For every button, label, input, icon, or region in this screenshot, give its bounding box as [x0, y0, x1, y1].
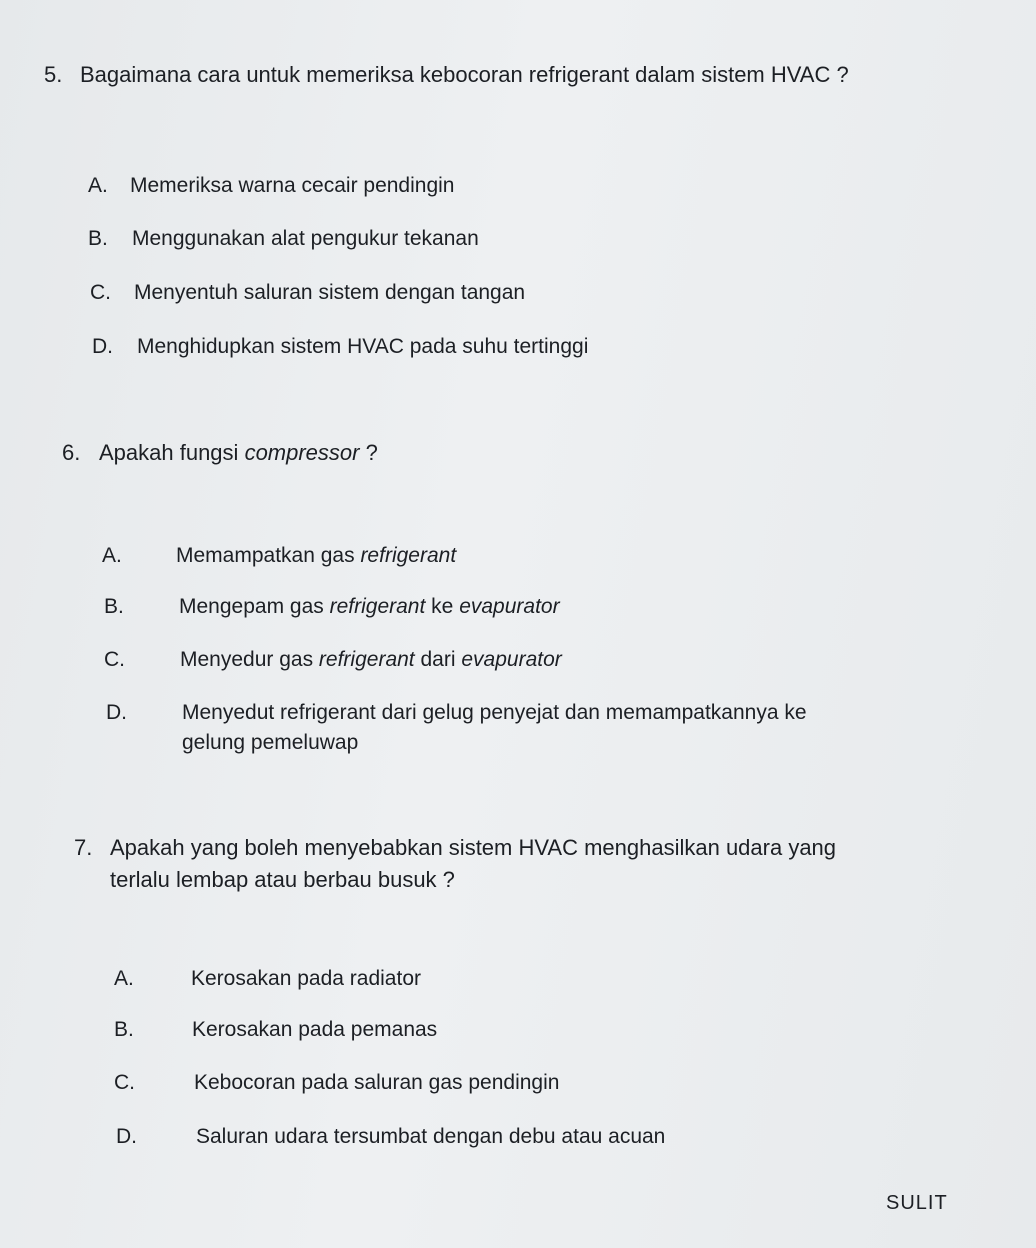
option-letter: A.: [102, 544, 122, 567]
option-text-part: Mengepam gas: [179, 595, 324, 618]
option-text: Kebocoran pada saluran gas pendingin: [194, 1071, 560, 1094]
option-text: Menghidupkan sistem HVAC pada suhu tertinggi: [137, 335, 589, 358]
option-text-line-2: gelung pemeluwap: [182, 731, 359, 754]
question-number: 7.: [74, 835, 93, 860]
option-letter: B.: [104, 595, 124, 618]
option-text-italic: evapurator: [459, 595, 560, 618]
footer-sulit: SULIT: [886, 1192, 948, 1214]
option-text: Saluran udara tersumbat dengan debu atau acuan: [196, 1125, 666, 1148]
option-text: [179, 592, 560, 622]
option-text-part: ke: [431, 595, 454, 618]
option-letter: D.: [106, 701, 127, 724]
option-text: [180, 645, 562, 675]
option-text: Memeriksa warna cecair pendingin: [130, 174, 455, 197]
question-number: 5.: [44, 62, 63, 87]
option-letter: B.: [114, 1018, 134, 1041]
option-text: Kerosakan pada radiator: [191, 967, 421, 990]
question-text: [99, 437, 378, 469]
option-text: [176, 541, 456, 571]
option-text-italic: evapurator: [461, 648, 562, 671]
question-text-line-2: terlalu lembap atau berbau busuk ?: [110, 867, 455, 892]
option-letter: C.: [90, 281, 111, 304]
question-text-italic: compressor: [244, 440, 360, 465]
option-letter: C.: [104, 648, 125, 671]
option-text: Menggunakan alat pengukur tekanan: [132, 227, 479, 250]
question-number: 6.: [62, 440, 81, 465]
option-letter: D.: [116, 1125, 137, 1148]
question-text-prefix: Apakah fungsi: [99, 440, 239, 465]
option-text-italic: refrigerant: [360, 544, 457, 567]
option-text: Kerosakan pada pemanas: [192, 1018, 438, 1041]
option-text-part: Menyedur gas: [180, 648, 314, 671]
option-letter: C.: [114, 1071, 135, 1094]
option-text-italic: refrigerant: [318, 648, 415, 671]
question-text: Bagaimana cara untuk memeriksa kebocoran refrigerant dalam sistem HVAC ?: [80, 62, 849, 87]
option-letter: B.: [88, 227, 108, 250]
option-text-line-1: Menyedut refrigerant dari gelug penyejat dan memampatkannya ke: [182, 701, 807, 724]
option-text: Menyentuh saluran sistem dengan tangan: [134, 281, 526, 304]
option-text-italic: refrigerant: [329, 595, 426, 618]
option-letter: A.: [114, 967, 134, 990]
option-text-part: Memampatkan gas: [176, 544, 355, 567]
question-text-line-1: Apakah yang boleh menyebabkan sistem HVAC menghasilkan udara yang: [110, 835, 837, 860]
option-letter: A.: [88, 174, 108, 197]
question-text-suffix: ?: [365, 440, 378, 465]
option-text-part: dari: [420, 648, 456, 671]
option-letter: D.: [92, 335, 113, 358]
